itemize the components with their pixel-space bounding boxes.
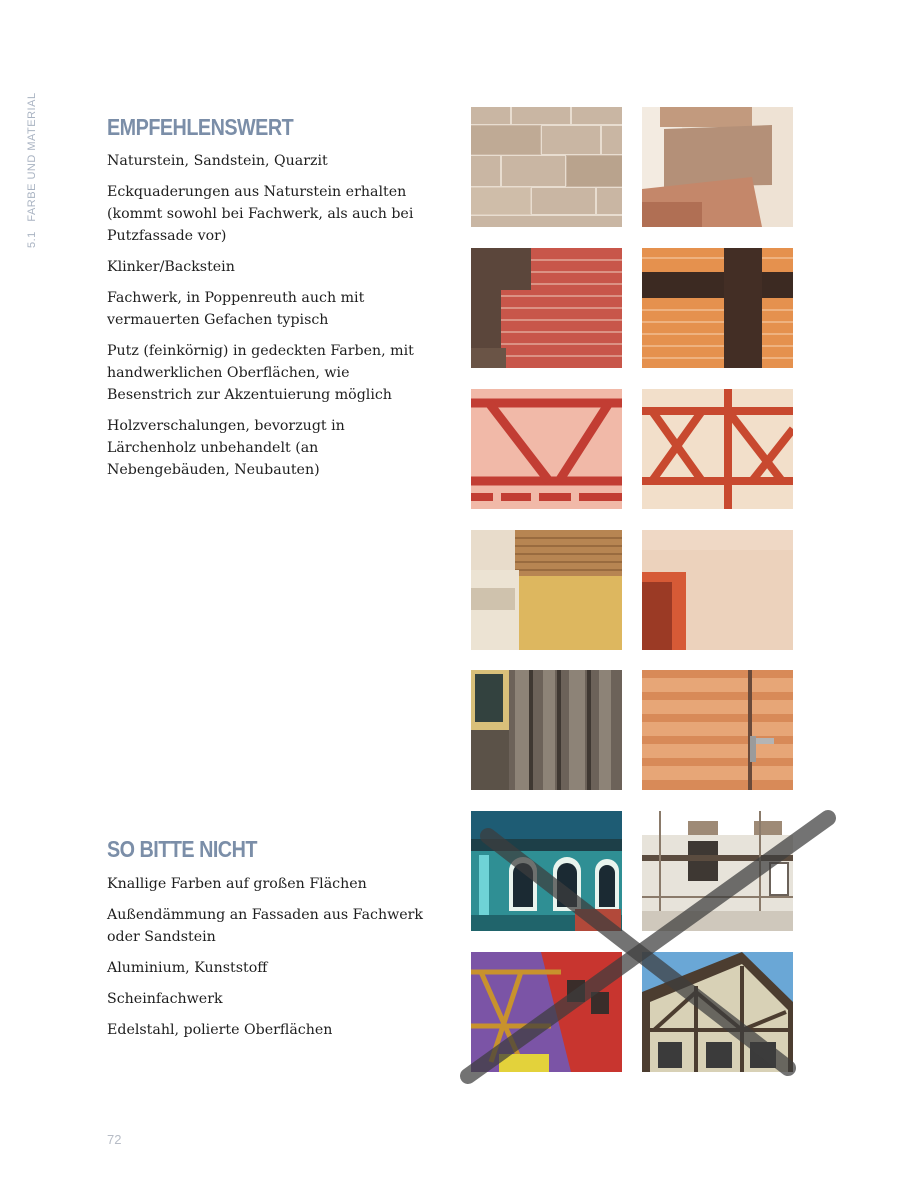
photo-timber-brick [642, 248, 793, 368]
chapter-number: 5.1 [26, 231, 38, 248]
page-number: 72 [107, 1132, 122, 1147]
photo-colorful-facade [471, 811, 622, 931]
list-item: Aluminium, Kunststoff [107, 960, 268, 976]
photo-brick-wall [471, 248, 622, 368]
list-item: Holzverschalungen, bevorzugt in Lärchenholz unbehandelt (an Nebengebäuden, Neubauten) [107, 418, 345, 478]
chapter-title: FARBE UND MATERIAL [26, 92, 38, 222]
not-recommended-list [107, 873, 437, 1050]
photo-weathered-wood [471, 670, 622, 790]
recommended-heading: EMPFEHLENSWERT [107, 114, 294, 140]
list-item: Außendämmung an Fassaden aus Fachwerk oder Sandstein [107, 907, 424, 945]
list-item: Fachwerk, in Poppenreuth auch mit vermauerten Gefachen typisch [107, 290, 365, 328]
photo-corner-quoin [642, 107, 793, 227]
list-item: Klinker/Backstein [107, 259, 235, 275]
photo-plaster-wall [642, 530, 793, 650]
photo-red-timber-frame [471, 389, 622, 509]
not-recommended-heading: SO BITTE NICHT [107, 836, 257, 862]
list-item: Edelstahl, polierte Oberflächen [107, 1022, 333, 1038]
list-item: Naturstein, Sandstein, Quarzit [107, 153, 328, 169]
photo-sandstone-wall [471, 107, 622, 227]
recommended-list [107, 150, 437, 490]
list-item: Knallige Farben auf großen Flächen [107, 876, 367, 892]
photo-fake-timber-framing [471, 952, 622, 1072]
list-item: Putz (feinkörnig) in gedeckten Farben, mit handwerklichen Oberflächen, wie Besenstrich zur Akzentuierung möglich [107, 343, 414, 403]
list-item: Eckquaderungen aus Naturstein erhalten (kommt sowohl bei Fachwerk, als auch bei Putzfassade vor) [107, 184, 414, 244]
list-item: Scheinfachwerk [107, 991, 223, 1007]
photo-larch-cladding [642, 670, 793, 790]
photo-timber-frame-cross [642, 389, 793, 509]
chapter-side-label [26, 92, 46, 248]
photo-exterior-insulation [642, 811, 793, 931]
photo-yellow-render [471, 530, 622, 650]
photo-gable-fake-framing [642, 952, 793, 1072]
